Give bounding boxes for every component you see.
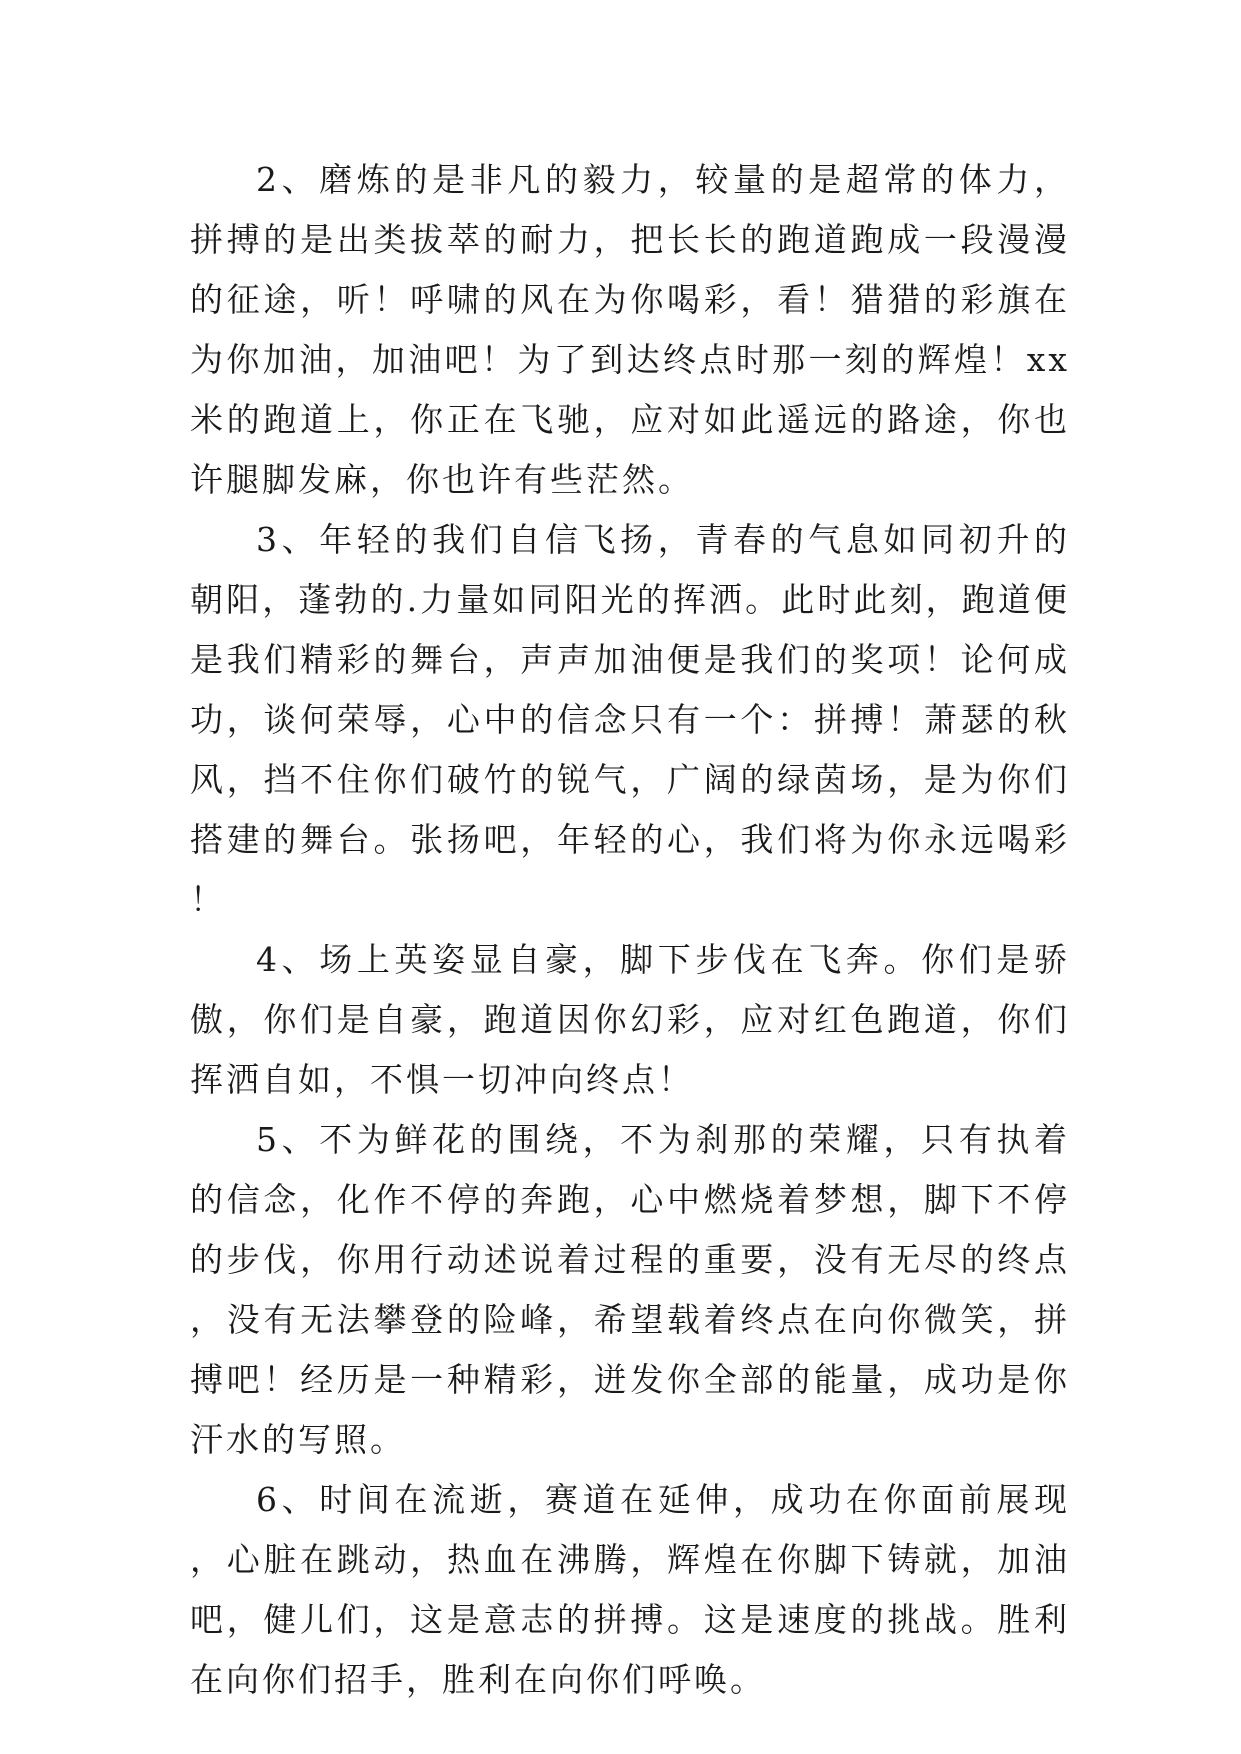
paragraph-2: 2、磨炼的是非凡的毅力，较量的是超常的体力，拼搏的是出类拔萃的耐力，把长长的跑道跑成一段漫漫的征途，听！呼啸的风在为你喝彩，看！猎猎的彩旗在为你加油，加油吧！为了到达终点时那一刻的辉煌！xx 米的跑道上，你正在飞驰，应对如此遥远的路途，你也许腿脚发麻，你也许有些茫然。	[190, 160, 1070, 499]
paragraph-6: 6、时间在流逝，赛道在延伸，成功在你面前展现，心脏在跳动，热血在沸腾，辉煌在你脚下铸就，加油吧，健儿们，这是意志的拼搏。这是速度的挑战。胜利在向你们招手，胜利在向你们呼唤。	[190, 1480, 1070, 1699]
paragraph-5: 5、不为鲜花的围绕，不为刹那的荣耀，只有执着的信念，化作不停的奔跑，心中燃烧着梦想，脚下不停的步伐，你用行动述说着过程的重要，没有无尽的终点，没有无法攀登的险峰，希望载着终点在向你微笑，拼搏吧！经历是一种精彩，迸发你全部的能量，成功是你汗水的写照。	[190, 1120, 1070, 1459]
paragraph-3: 3、年轻的我们自信飞扬，青春的气息如同初升的朝阳，蓬勃的.力量如同阳光的挥洒。此时此刻，跑道便是我们精彩的舞台，声声加油便是我们的奖项！论何成功，谈何荣辱，心中的信念只有一个：拼搏！萧瑟的秋风，挡不住你们破竹的锐气，广阔的绿茵场，是为你们搭建的舞台。张扬吧，年轻的心，我们将为你永远喝彩！	[190, 520, 1070, 919]
paragraph-4: 4、场上英姿显自豪，脚下步伐在飞奔。你们是骄傲，你们是自豪，跑道因你幻彩，应对红色跑道，你们挥洒自如，不惧一切冲向终点！	[190, 940, 1070, 1099]
document-page	[190, 150, 1070, 1710]
